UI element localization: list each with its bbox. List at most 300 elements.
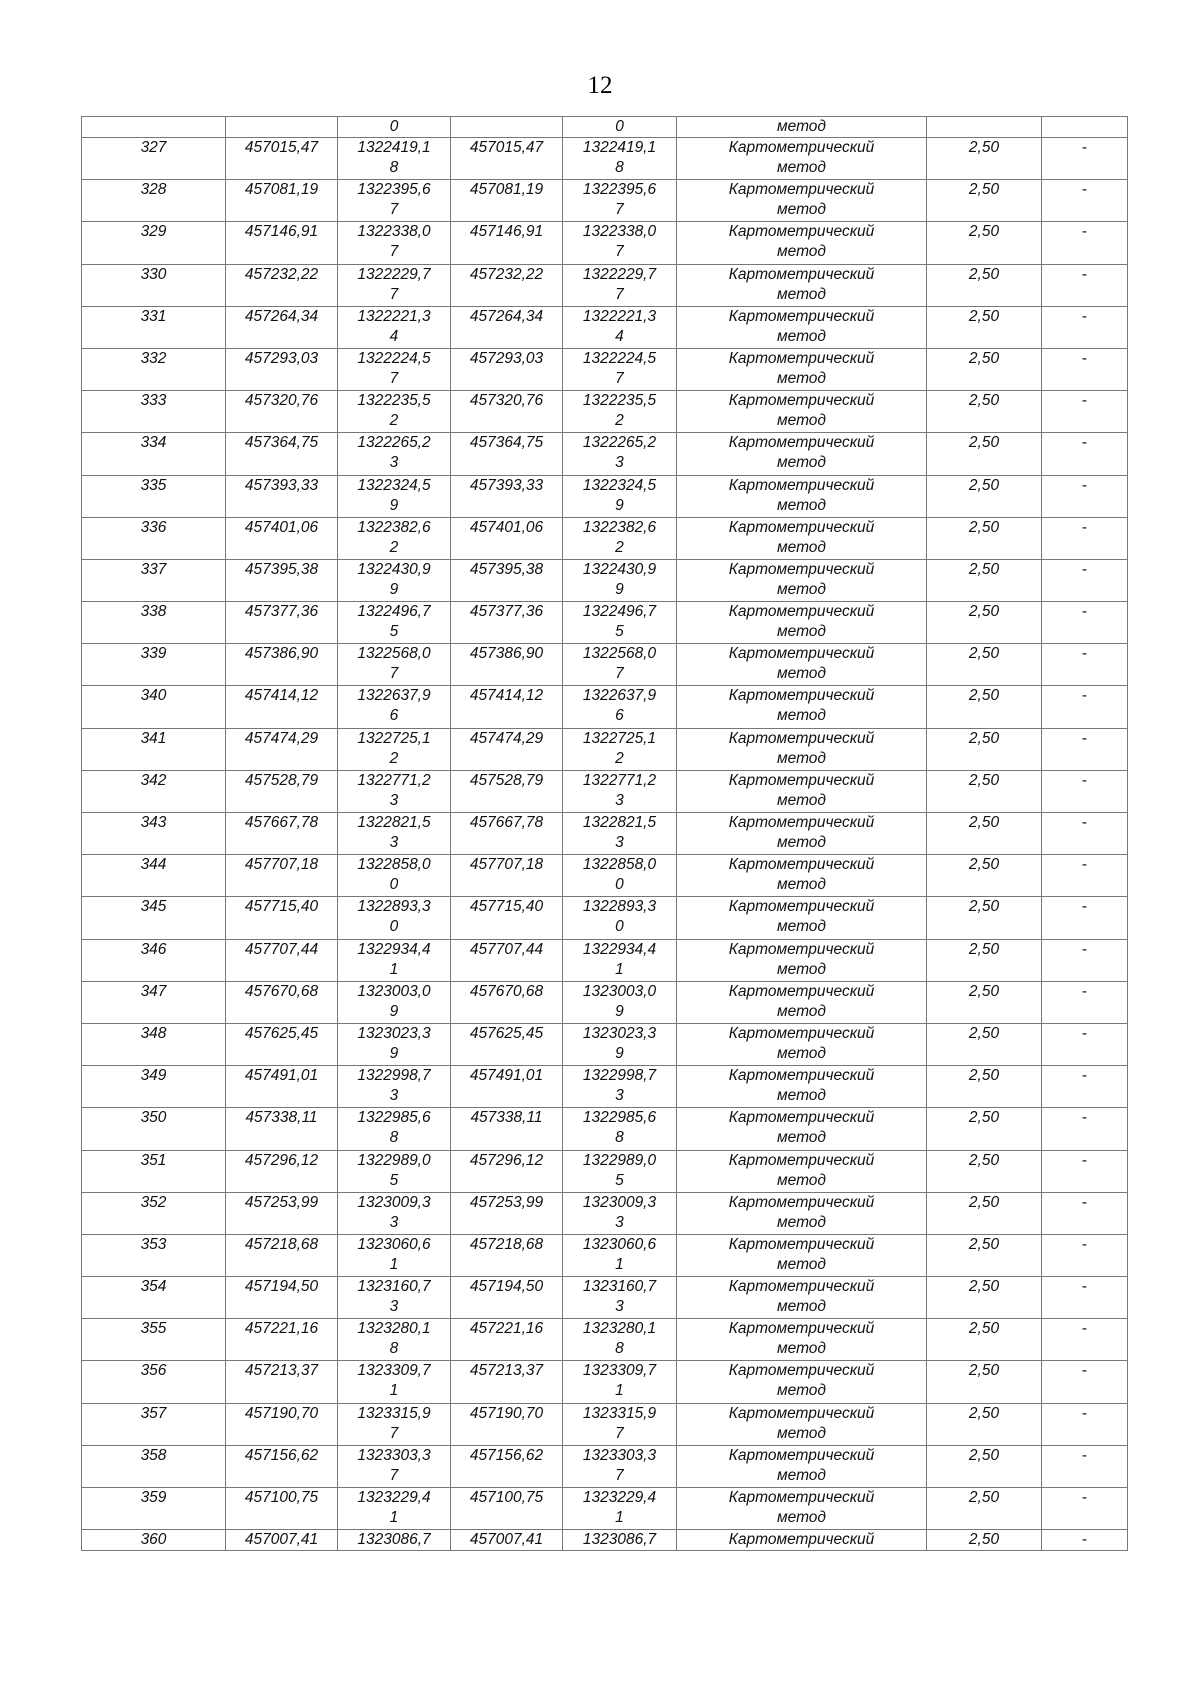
coordinate-value: 1323229,41 — [582, 1489, 657, 1526]
cell-x-new: 457293,03 — [451, 348, 563, 390]
cell-y-new — [563, 602, 677, 644]
cell-note: - — [1042, 813, 1128, 855]
table-row — [82, 306, 1128, 348]
cell-x-existing — [226, 117, 338, 138]
cell-y-existing — [338, 433, 451, 475]
cell-x-existing: 457474,29 — [226, 728, 338, 770]
table-row — [82, 813, 1128, 855]
table-row — [82, 981, 1128, 1023]
coordinate-value: 1323003,09 — [582, 982, 657, 1020]
cell-method — [677, 222, 927, 264]
coordinate-value: 1322265,23 — [357, 434, 431, 472]
table-row — [82, 855, 1128, 897]
cell-accuracy: 2,50 — [927, 391, 1042, 433]
cell-y-existing — [338, 180, 451, 222]
table-row — [82, 1319, 1128, 1361]
cell-y-new — [563, 728, 677, 770]
cell-y-new — [563, 897, 677, 939]
coordinate-value: 1322324,59 — [357, 476, 431, 514]
method-line: метод — [777, 1213, 826, 1231]
table-row — [82, 138, 1128, 180]
coordinate-value: 1323009,33 — [357, 1193, 431, 1231]
cell-point-number: 357 — [82, 1403, 226, 1445]
cell-method — [677, 1066, 927, 1108]
table-row — [82, 1066, 1128, 1108]
cell-x-new: 457401,06 — [451, 517, 563, 559]
method-line: метод — [777, 412, 826, 430]
cell-point-number: 345 — [82, 897, 226, 939]
cell-x-existing: 457491,01 — [226, 1066, 338, 1108]
method-line: метод — [777, 243, 826, 261]
method-line: Картометрический — [728, 856, 875, 874]
cell-accuracy: 2,50 — [927, 1234, 1042, 1276]
coordinate-value: 1322496,75 — [357, 603, 431, 641]
coordinate-value: 1323309,71 — [582, 1362, 657, 1400]
cell-y-existing — [338, 1403, 451, 1445]
cell-note: - — [1042, 1234, 1128, 1276]
coordinate-value: 1323003,09 — [357, 982, 431, 1020]
coordinate-value: 1322265,23 — [582, 434, 657, 472]
table-row — [82, 348, 1128, 390]
cell-point-number: 337 — [82, 559, 226, 601]
method-line: метод — [777, 285, 826, 303]
cell-accuracy: 2,50 — [927, 1488, 1042, 1530]
cell-y-existing — [338, 728, 451, 770]
cell-x-existing: 457015,47 — [226, 138, 338, 180]
table-row — [82, 1403, 1128, 1445]
coordinate-value: 1322419,18 — [582, 139, 657, 176]
table-row — [82, 517, 1128, 559]
method-line: Картометрический — [728, 982, 875, 1000]
cell-method — [677, 770, 927, 812]
cell-method — [677, 813, 927, 855]
method-line: Картометрический — [728, 560, 875, 578]
method-line: метод — [777, 580, 826, 598]
cell-y-new — [563, 1066, 677, 1108]
method-line: Картометрический — [728, 940, 875, 958]
cell-y-new — [563, 517, 677, 559]
cell-method — [677, 644, 927, 686]
cell-note: - — [1042, 1361, 1128, 1403]
cell-x-existing: 457296,12 — [226, 1150, 338, 1192]
cell-x-new: 457081,19 — [451, 180, 563, 222]
coordinate-value: 1322430,99 — [357, 560, 431, 598]
coordinate-value: 1322324,59 — [582, 476, 657, 514]
cell-method — [677, 475, 927, 517]
coordinate-value: 1322725,12 — [582, 729, 657, 767]
cell-method — [677, 180, 927, 222]
coordinate-value: 1323309,71 — [357, 1362, 431, 1400]
coordinate-value: 1322771,23 — [357, 771, 431, 809]
cell-note: - — [1042, 138, 1128, 180]
method-line: метод — [777, 1466, 826, 1484]
cell-method — [677, 517, 927, 559]
cell-x-existing: 457293,03 — [226, 348, 338, 390]
cell-method — [677, 1108, 927, 1150]
cell-x-new: 457707,18 — [451, 855, 563, 897]
method-line: Картометрический — [728, 1151, 875, 1169]
method-line: метод — [777, 665, 826, 683]
table-row — [82, 1234, 1128, 1276]
cell-y-new — [563, 981, 677, 1023]
cell-x-existing: 457377,36 — [226, 602, 338, 644]
cell-x-new: 457253,99 — [451, 1192, 563, 1234]
cell-y-existing — [338, 1066, 451, 1108]
table-row — [82, 1023, 1128, 1065]
cell-note: - — [1042, 391, 1128, 433]
cell-x-new: 457528,79 — [451, 770, 563, 812]
table-row — [82, 222, 1128, 264]
cell-method — [677, 1488, 927, 1530]
cell-method — [677, 1234, 927, 1276]
cell-y-existing — [338, 264, 451, 306]
cell-x-new: 457194,50 — [451, 1277, 563, 1319]
cell-note: - — [1042, 222, 1128, 264]
cell-accuracy: 2,50 — [927, 1319, 1042, 1361]
coordinate-value: 1323229,41 — [357, 1489, 431, 1526]
cell-y-existing — [338, 1361, 451, 1403]
cell-x-existing: 457221,16 — [226, 1319, 338, 1361]
cell-point-number: 336 — [82, 517, 226, 559]
cell-x-existing: 457386,90 — [226, 644, 338, 686]
coordinate-value: 1322338,07 — [582, 223, 657, 261]
cell-x-existing: 457364,75 — [226, 433, 338, 475]
cell-point-number: 335 — [82, 475, 226, 517]
cell-note: - — [1042, 728, 1128, 770]
cell-accuracy: 2,50 — [927, 475, 1042, 517]
cell-y-new — [563, 686, 677, 728]
method-line: метод — [777, 538, 826, 556]
cell-accuracy: 2,50 — [927, 770, 1042, 812]
cell-note: - — [1042, 644, 1128, 686]
coordinate-value: 1322989,05 — [357, 1151, 431, 1189]
coordinate-value: 1322858,00 — [582, 856, 657, 894]
cell-note: - — [1042, 855, 1128, 897]
cell-accuracy: 2,50 — [927, 222, 1042, 264]
cell-y-new: 0 — [563, 117, 677, 138]
method-line: метод — [777, 1087, 826, 1105]
method-line: Картометрический — [728, 1235, 875, 1253]
cell-accuracy: 2,50 — [927, 138, 1042, 180]
cell-x-existing: 457707,44 — [226, 939, 338, 981]
cell-method: Картометрический — [677, 1530, 927, 1551]
cell-x-new: 457015,47 — [451, 138, 563, 180]
cell-method — [677, 981, 927, 1023]
cell-x-new: 457156,62 — [451, 1445, 563, 1487]
cell-note: - — [1042, 1023, 1128, 1065]
cell-x-new: 457670,68 — [451, 981, 563, 1023]
cell-note: - — [1042, 1192, 1128, 1234]
method-line: метод — [777, 369, 826, 387]
cell-x-existing: 457218,68 — [226, 1234, 338, 1276]
cell-y-existing — [338, 517, 451, 559]
cell-accuracy: 2,50 — [927, 855, 1042, 897]
cell-y-new — [563, 1234, 677, 1276]
cell-x-existing: 457007,41 — [226, 1530, 338, 1551]
coordinate-value: 1322771,23 — [582, 771, 657, 809]
cell-x-new: 457364,75 — [451, 433, 563, 475]
coordinate-value: 1322998,73 — [357, 1067, 431, 1105]
cell-x-existing: 457194,50 — [226, 1277, 338, 1319]
method-line: метод — [777, 918, 826, 936]
cell-y-new — [563, 264, 677, 306]
cell-x-new: 457338,11 — [451, 1108, 563, 1150]
cell-note: - — [1042, 939, 1128, 981]
cell-accuracy: 2,50 — [927, 1277, 1042, 1319]
cell-x-new: 457146,91 — [451, 222, 563, 264]
cell-y-existing — [338, 1192, 451, 1234]
cell-point-number: 360 — [82, 1530, 226, 1551]
cell-x-existing: 457707,18 — [226, 855, 338, 897]
cell-point-number: 359 — [82, 1488, 226, 1530]
coordinates-table — [81, 116, 1128, 1551]
cell-point-number: 343 — [82, 813, 226, 855]
table-row — [82, 433, 1128, 475]
cell-x-new: 457296,12 — [451, 1150, 563, 1192]
cell-x-existing: 457264,34 — [226, 306, 338, 348]
cell-note: - — [1042, 348, 1128, 390]
cell-y-new — [563, 1192, 677, 1234]
cell-x-existing: 457670,68 — [226, 981, 338, 1023]
cell-x-existing: 457253,99 — [226, 1192, 338, 1234]
cell-point-number: 333 — [82, 391, 226, 433]
method-line: Картометрический — [728, 1362, 875, 1380]
method-line: метод — [777, 1129, 826, 1147]
cell-accuracy: 2,50 — [927, 1150, 1042, 1192]
method-line: метод — [777, 1171, 826, 1189]
method-line: метод — [777, 623, 826, 641]
table-row — [82, 264, 1128, 306]
method-line: метод — [777, 791, 826, 809]
method-line: Картометрический — [728, 1489, 875, 1506]
coordinate-value: 1322224,57 — [582, 349, 657, 387]
cell-y-existing — [338, 1150, 451, 1192]
table-row — [82, 1361, 1128, 1403]
coordinate-value: 1323315,97 — [357, 1404, 431, 1442]
cell-y-existing — [338, 1108, 451, 1150]
cell-x-existing: 457320,76 — [226, 391, 338, 433]
cell-y-existing — [338, 1277, 451, 1319]
cell-x-new: 457377,36 — [451, 602, 563, 644]
cell-y-new — [563, 306, 677, 348]
cell-accuracy: 2,50 — [927, 433, 1042, 475]
cell-accuracy: 2,50 — [927, 348, 1042, 390]
method-line: Картометрический — [728, 476, 875, 494]
cell-y-new — [563, 391, 677, 433]
cell-accuracy: 2,50 — [927, 1403, 1042, 1445]
coordinate-value: 1322229,77 — [357, 265, 431, 303]
coordinate-value: 1322430,99 — [582, 560, 657, 598]
cell-note: - — [1042, 1403, 1128, 1445]
coordinate-value: 1322821,53 — [582, 814, 657, 851]
method-line: Картометрический — [728, 434, 875, 452]
cell-accuracy: 2,50 — [927, 644, 1042, 686]
method-line: метод — [777, 159, 826, 176]
table-row — [82, 1192, 1128, 1234]
coordinate-value: 1322419,18 — [357, 139, 431, 176]
cell-note: - — [1042, 1150, 1128, 1192]
cell-method — [677, 1361, 927, 1403]
method-line: метод — [777, 1002, 826, 1020]
cell-x-new: 457395,38 — [451, 559, 563, 601]
cell-accuracy: 2,50 — [927, 1066, 1042, 1108]
cell-accuracy: 2,50 — [927, 981, 1042, 1023]
cell-point-number: 341 — [82, 728, 226, 770]
cell-accuracy: 2,50 — [927, 939, 1042, 981]
table-row — [82, 728, 1128, 770]
coordinate-value: 1322338,07 — [357, 223, 431, 261]
cell-y-existing — [338, 475, 451, 517]
cell-method — [677, 306, 927, 348]
cell-point-number: 339 — [82, 644, 226, 686]
cell-x-new: 457213,37 — [451, 1361, 563, 1403]
cell-point-number: 353 — [82, 1234, 226, 1276]
coordinate-value: 1322235,52 — [582, 392, 657, 430]
cell-point-number: 349 — [82, 1066, 226, 1108]
cell-x-existing: 457393,33 — [226, 475, 338, 517]
coordinate-value: 1322221,34 — [357, 307, 431, 345]
cell-y-existing — [338, 602, 451, 644]
method-line: Картометрический — [728, 603, 875, 621]
cell-x-new: 457190,70 — [451, 1403, 563, 1445]
cell-method — [677, 1192, 927, 1234]
cell-y-existing — [338, 1234, 451, 1276]
coordinate-value: 1323023,39 — [357, 1024, 431, 1062]
table-row — [82, 475, 1128, 517]
cell-y-new — [563, 1023, 677, 1065]
cell-note: - — [1042, 981, 1128, 1023]
coordinate-value: 1322221,34 — [582, 307, 657, 345]
cell-accuracy: 2,50 — [927, 1361, 1042, 1403]
table-row — [82, 644, 1128, 686]
cell-method — [677, 602, 927, 644]
cell-x-existing: 457414,12 — [226, 686, 338, 728]
cell-note: - — [1042, 602, 1128, 644]
cell-point-number: 330 — [82, 264, 226, 306]
table-row — [82, 1108, 1128, 1150]
method-line: Картометрический — [728, 1446, 875, 1464]
cell-method — [677, 348, 927, 390]
coordinate-value: 1322725,12 — [357, 729, 431, 767]
cell-note: - — [1042, 897, 1128, 939]
cell-point-number: 329 — [82, 222, 226, 264]
cell-point-number: 358 — [82, 1445, 226, 1487]
cell-point-number: 350 — [82, 1108, 226, 1150]
cell-y-existing — [338, 644, 451, 686]
method-line: Картометрический — [728, 139, 875, 156]
cell-x-existing: 457338,11 — [226, 1108, 338, 1150]
cell-accuracy: 2,50 — [927, 1445, 1042, 1487]
method-line: Картометрический — [728, 518, 875, 536]
cell-note: - — [1042, 1108, 1128, 1150]
cell-y-existing — [338, 813, 451, 855]
cell-point-number: 332 — [82, 348, 226, 390]
cell-x-existing: 457715,40 — [226, 897, 338, 939]
cell-y-existing — [338, 222, 451, 264]
table-row — [82, 117, 1128, 138]
method-line: метод — [777, 454, 826, 472]
method-line: Картометрический — [728, 307, 875, 325]
cell-y-existing — [338, 1023, 451, 1065]
table-row — [82, 1445, 1128, 1487]
coordinate-value: 1322395,67 — [357, 181, 431, 219]
cell-y-new — [563, 813, 677, 855]
cell-x-existing: 457401,06 — [226, 517, 338, 559]
cell-accuracy: 2,50 — [927, 264, 1042, 306]
table-row — [82, 180, 1128, 222]
cell-y-existing: 1323086,7 — [338, 1530, 451, 1551]
method-line: Картометрический — [728, 1320, 875, 1338]
method-line: Картометрический — [728, 771, 875, 789]
cell-y-existing — [338, 1319, 451, 1361]
table-row — [82, 559, 1128, 601]
page-number: 12 — [587, 72, 613, 99]
coordinate-value: 1322821,53 — [357, 814, 431, 851]
cell-x-existing: 457667,78 — [226, 813, 338, 855]
cell-x-new: 457007,41 — [451, 1530, 563, 1551]
cell-accuracy: 2,50 — [927, 306, 1042, 348]
cell-y-new — [563, 1361, 677, 1403]
cell-point-number: 327 — [82, 138, 226, 180]
cell-accuracy: 2,50 — [927, 1023, 1042, 1065]
cell-x-existing: 457395,38 — [226, 559, 338, 601]
method-line: Картометрический — [728, 1024, 875, 1042]
coordinate-value: 1322637,96 — [357, 687, 431, 725]
method-line: Картометрический — [728, 1067, 875, 1085]
cell-y-new — [563, 855, 677, 897]
cell-point-number: 338 — [82, 602, 226, 644]
coordinate-value: 1322382,62 — [357, 518, 431, 556]
cell-accuracy: 2,50 — [927, 180, 1042, 222]
cell-x-existing: 457190,70 — [226, 1403, 338, 1445]
cell-method — [677, 138, 927, 180]
method-line: метод — [777, 1382, 826, 1400]
cell-point-number: 352 — [82, 1192, 226, 1234]
coordinate-value: 1322893,30 — [582, 898, 657, 936]
cell-note: - — [1042, 517, 1128, 559]
cell-note: - — [1042, 180, 1128, 222]
method-line: метод — [777, 1298, 826, 1316]
cell-y-new — [563, 475, 677, 517]
method-line: метод — [777, 876, 826, 894]
method-line: метод — [777, 749, 826, 767]
cell-accuracy: 2,50 — [927, 559, 1042, 601]
cell-y-existing — [338, 559, 451, 601]
cell-method — [677, 897, 927, 939]
cell-y-new — [563, 644, 677, 686]
method-line: метод — [777, 1424, 826, 1442]
method-line: Картометрический — [728, 687, 875, 705]
method-line: Картометрический — [728, 1193, 875, 1211]
cell-accuracy: 2,50 — [927, 517, 1042, 559]
table-row — [82, 391, 1128, 433]
cell-y-new — [563, 1319, 677, 1361]
method-line: метод — [777, 201, 826, 219]
cell-y-new — [563, 770, 677, 812]
method-line: Картометрический — [728, 898, 875, 916]
cell-accuracy: 2,50 — [927, 1108, 1042, 1150]
cell-y-existing — [338, 348, 451, 390]
cell-y-existing — [338, 686, 451, 728]
cell-note: - — [1042, 306, 1128, 348]
cell-y-new — [563, 433, 677, 475]
cell-y-new — [563, 1108, 677, 1150]
cell-y-existing — [338, 1488, 451, 1530]
cell-point-number: 344 — [82, 855, 226, 897]
table-row — [82, 1150, 1128, 1192]
cell-accuracy: 2,50 — [927, 897, 1042, 939]
cell-method — [677, 1277, 927, 1319]
